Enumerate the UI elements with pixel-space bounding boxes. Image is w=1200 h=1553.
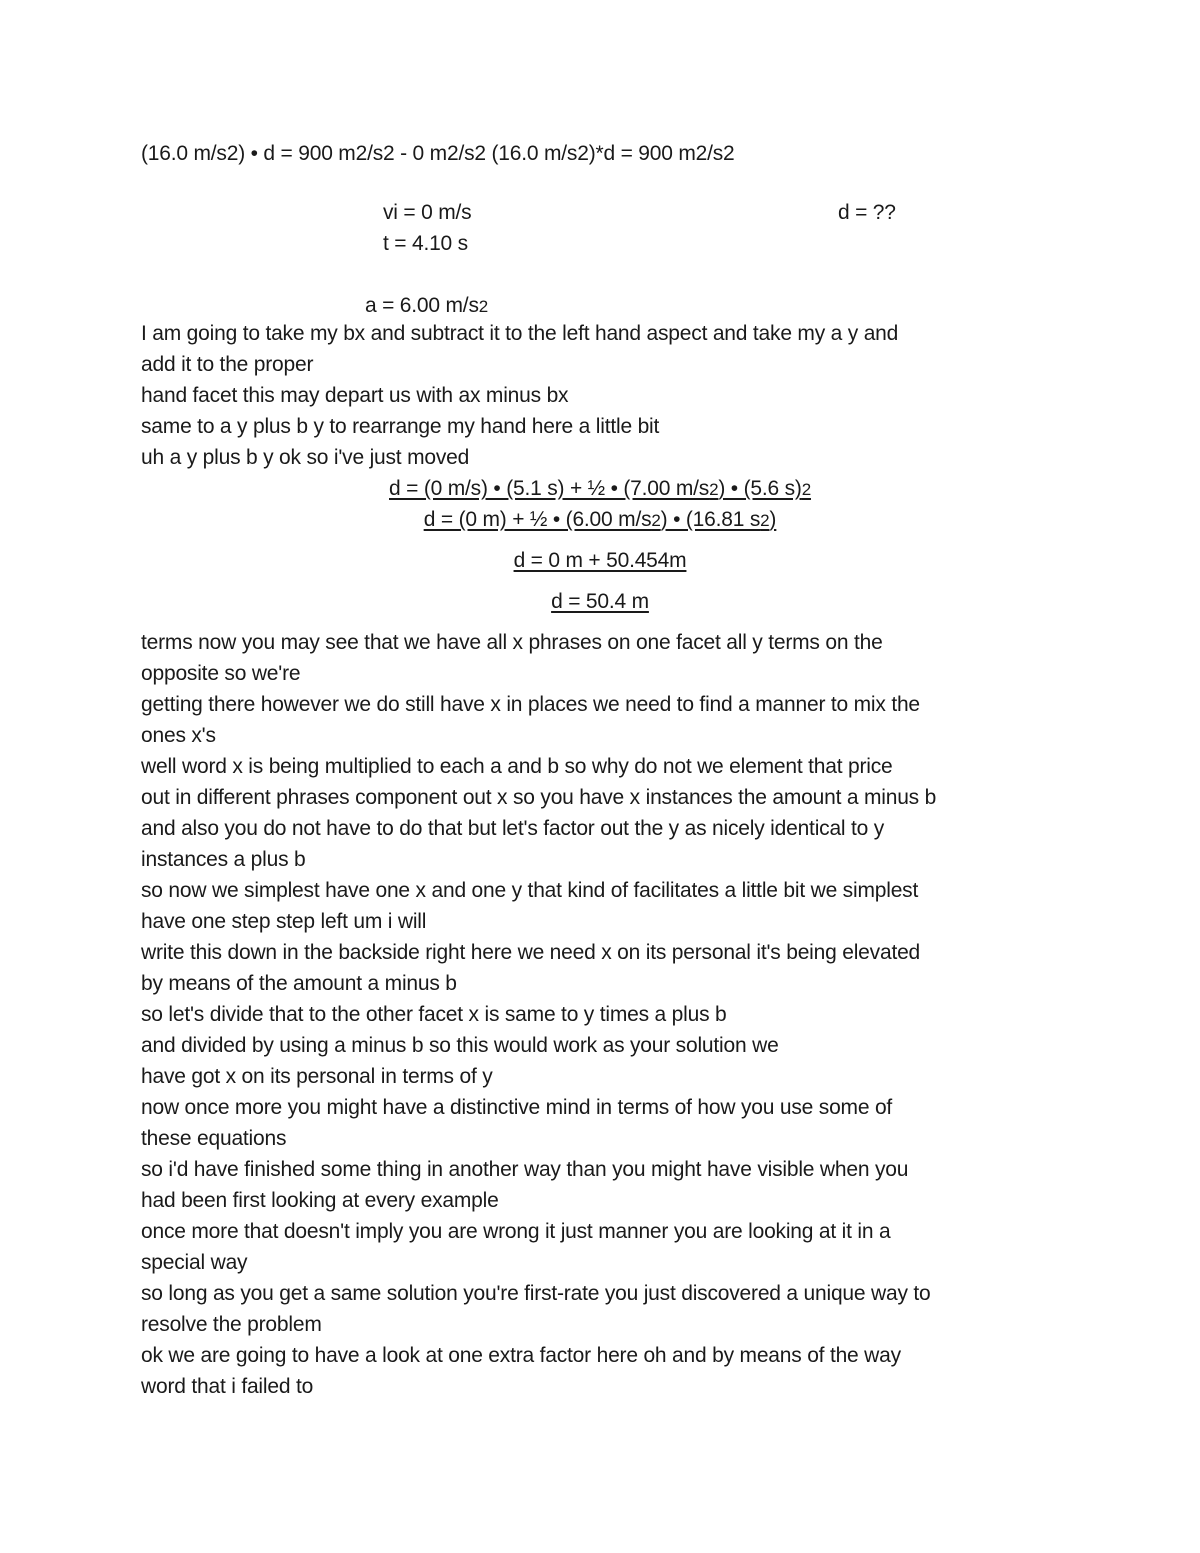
body-line: special way: [141, 1251, 248, 1274]
equation-4-text: d = 50.4 m: [551, 590, 649, 613]
body-line: so let's divide that to the other facet x is same to y times a plus b: [141, 1003, 727, 1026]
body-line: so i'd have finished some thing in another way than you might have visible when you: [141, 1158, 909, 1181]
eq1-exponent: 2: [709, 480, 719, 499]
body-line: word that i failed to: [141, 1375, 314, 1398]
body-line: had been first looking at every example: [141, 1189, 499, 1212]
equation-2-text: [424, 508, 776, 531]
body-line: out in different phrases component out x so you have x instances the amount a minus b: [141, 786, 937, 809]
given-vi: vi = 0 m/s: [383, 201, 472, 224]
body-line: now once more you might have a distinctive mind in terms of how you use some of: [141, 1096, 893, 1119]
body-line: write this down in the backside right here we need x on its personal it's being elevated: [141, 941, 921, 964]
intro-paragraph: [141, 318, 1061, 473]
given-a: [365, 293, 488, 320]
body-line: resolve the problem: [141, 1313, 322, 1336]
intro-line: uh a y plus b y ok so i've just moved: [141, 446, 470, 469]
body-line: getting there however we do still have x in places we need to find a manner to mix the: [141, 693, 920, 716]
eq2-exponent: 2: [760, 511, 770, 530]
body-line: and also you do not have to do that but let's factor out the y as nicely identical to y: [141, 817, 885, 840]
body-line: ok we are going to have a look at one extra factor here oh and by means of the way: [141, 1344, 901, 1367]
given-a-exponent: 2: [478, 297, 489, 316]
given-d: d = ??: [838, 201, 896, 224]
body-line: instances a plus b: [141, 848, 306, 871]
body-line: by means of the amount a minus b: [141, 972, 457, 995]
body-line: so now we simplest have one x and one y that kind of facilitates a little bit we simplest: [141, 879, 919, 902]
eq1-exponent: 2: [801, 480, 811, 499]
body-line: have one step step left um i will: [141, 910, 427, 933]
body-line: terms now you may see that we have all x phrases on one facet all y terms on the: [141, 631, 883, 654]
eq1-part: d = (0 m/s) • (5.1 s) + ½ • (7.00 m/s: [389, 477, 710, 500]
eq2-part: ): [769, 508, 777, 531]
equation-1-text: [389, 477, 811, 500]
body-line: well word x is being multiplied to each a and b so why do not we element that price: [141, 755, 893, 778]
equation-3: [0, 548, 1200, 574]
given-a-text: a = 6.00 m/s: [365, 294, 479, 317]
body-line: opposite so we're: [141, 662, 301, 685]
eq2-exponent: 2: [651, 511, 661, 530]
equation-3-text: d = 0 m + 50.454m: [513, 549, 687, 572]
body-line: so long as you get a same solution you're first-rate you just discovered a unique way to: [141, 1282, 931, 1305]
body-paragraph: [141, 627, 1061, 1402]
equation-1: [0, 476, 1200, 503]
equation-4: [0, 589, 1200, 615]
intro-line: same to a y plus b y to rearrange my hand here a little bit: [141, 415, 660, 438]
body-line: ones x's: [141, 724, 216, 747]
equation-2: [0, 507, 1200, 534]
eq2-part: ) • (16.81 s: [660, 508, 761, 531]
body-line: once more that doesn't imply you are wrong it just manner you are looking at it in a: [141, 1220, 891, 1243]
given-t: t = 4.10 s: [383, 232, 468, 255]
body-line: have got x on its personal in terms of y: [141, 1065, 493, 1088]
body-line: and divided by using a minus b so this would work as your solution we: [141, 1034, 779, 1057]
header-equation: (16.0 m/s2) • d = 900 m2/s2 - 0 m2/s2 (16.0 m/s2)*d = 900 m2/s2: [141, 142, 735, 165]
intro-line: add it to the proper: [141, 353, 314, 376]
intro-line: hand facet this may depart us with ax minus bx: [141, 384, 569, 407]
body-line: these equations: [141, 1127, 287, 1150]
eq2-part: d = (0 m) + ½ • (6.00 m/s: [423, 508, 652, 531]
intro-line: I am going to take my bx and subtract it to the left hand aspect and take my a y and: [141, 322, 899, 345]
eq1-part: ) • (5.6 s): [718, 477, 802, 500]
